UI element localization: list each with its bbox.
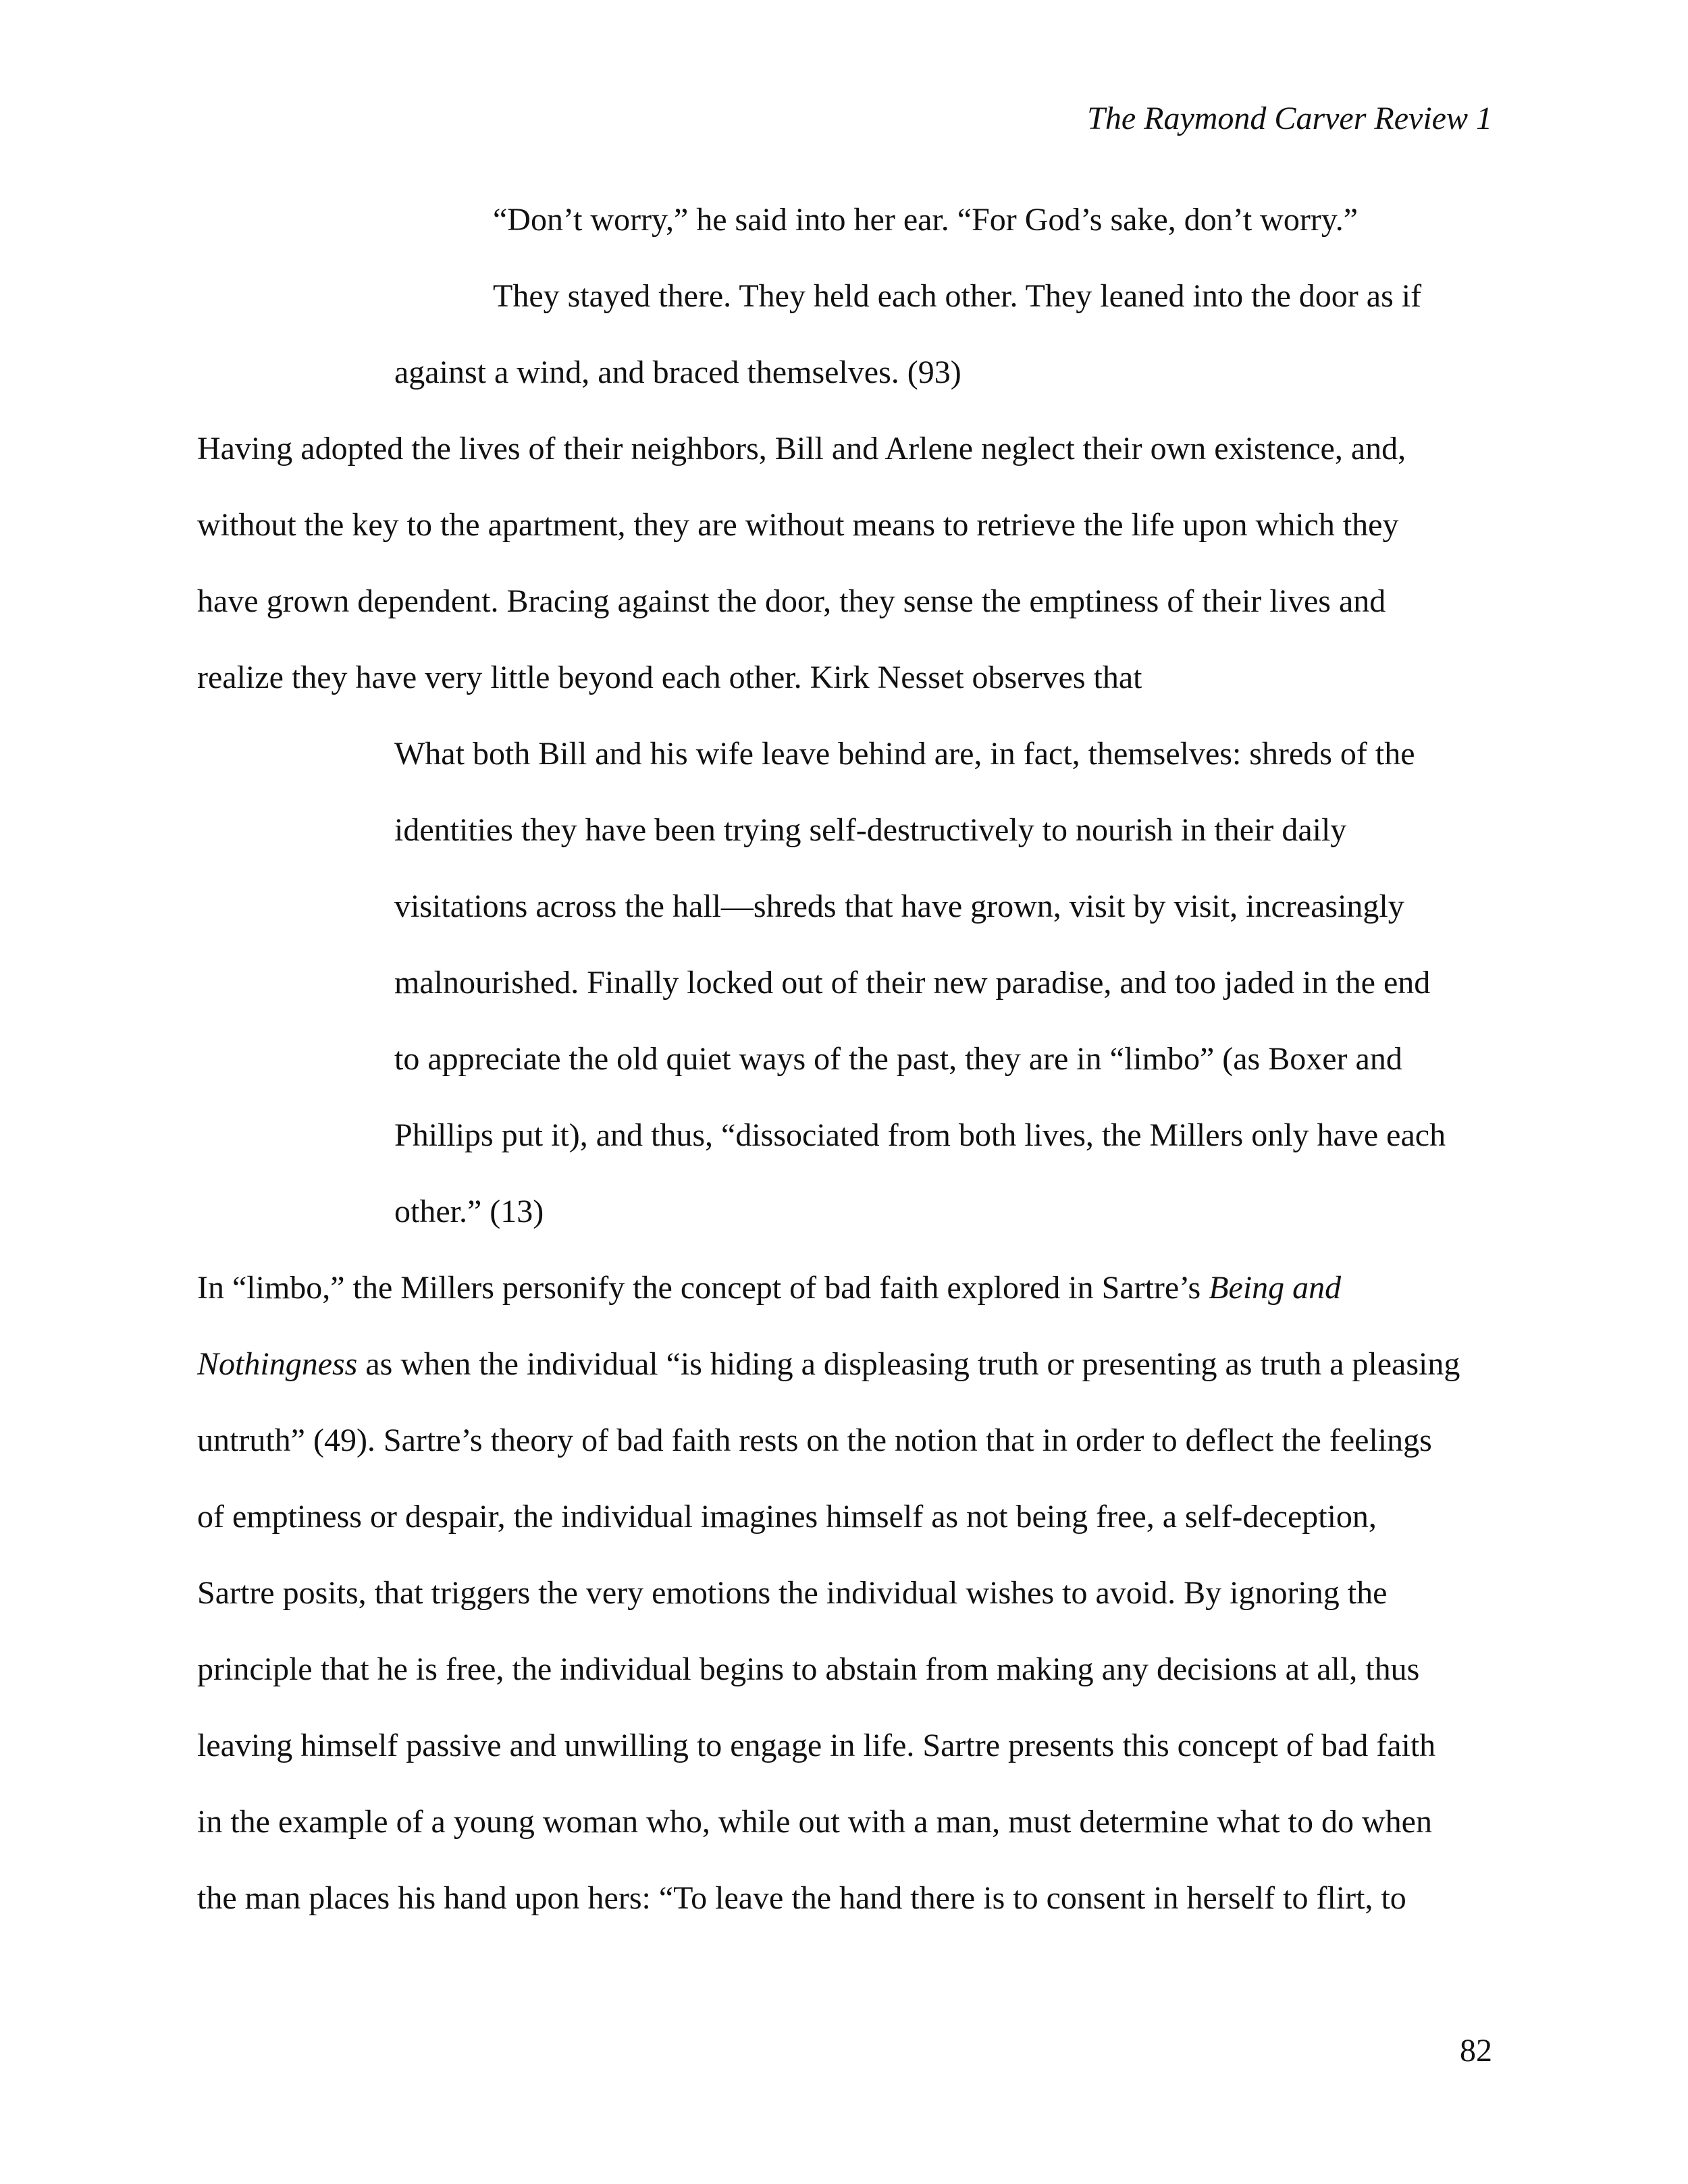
body-text: as when the individual “is hiding a displeasing truth or presenting as truth a pleasing: [357, 1346, 1460, 1382]
body-text: In “limbo,” the Millers personify the concept of bad faith explored in Sartre’s: [197, 1270, 1209, 1306]
book-title: Being and: [1209, 1270, 1342, 1306]
body-line: principle that he is free, the individual begins to abstain from making any decisions at all, thus: [197, 1651, 1420, 1687]
body-line: Having adopted the lives of their neighbors, Bill and Arlene neglect their own existence, and,: [197, 431, 1406, 467]
quote-line: against a wind, and braced themselves. (93): [394, 354, 961, 390]
book-title: Nothingness: [197, 1346, 358, 1382]
body-line: of emptiness or despair, the individual imagines himself as not being free, a self-deception,: [197, 1499, 1377, 1535]
quote-line: “Don’t worry,” he said into her ear. “For God’s sake, don’t worry.”: [493, 202, 1358, 238]
body-line: in the example of a young woman who, while out with a man, must determine what to do when: [197, 1804, 1432, 1840]
body-line: [197, 1268, 1341, 1308]
page-number: 82: [1460, 2033, 1492, 2069]
block-quote-line: other.” (13): [394, 1194, 544, 1229]
body-line: the man places his hand upon hers: “To leave the hand there is to consent in herself to flirt, to: [197, 1880, 1406, 1916]
body-line: Sartre posits, that triggers the very emotions the individual wishes to avoid. By ignoring the: [197, 1575, 1388, 1611]
body-line: untruth” (49). Sartre’s theory of bad faith rests on the notion that in order to deflect the feelings: [197, 1422, 1432, 1458]
running-head: The Raymond Carver Review 1: [1087, 101, 1492, 136]
quote-line: They stayed there. They held each other. They leaned into the door as if: [493, 278, 1422, 314]
body-line: have grown dependent. Bracing against the door, they sense the emptiness of their lives and: [197, 583, 1386, 619]
body-line: without the key to the apartment, they are without means to retrieve the life upon which they: [197, 507, 1399, 543]
block-quote-line: to appreciate the old quiet ways of the past, they are in “limbo” (as Boxer and: [394, 1041, 1402, 1077]
body-line: realize they have very little beyond each other. Kirk Nesset observes that: [197, 660, 1142, 695]
block-quote-line: What both Bill and his wife leave behind are, in fact, themselves: shreds of the: [394, 736, 1415, 772]
body-line: [197, 1344, 1460, 1385]
block-quote-line: identities they have been trying self-destructively to nourish in their daily: [394, 812, 1347, 848]
block-quote-line: Phillips put it), and thus, “dissociated from both lives, the Millers only have each: [394, 1117, 1446, 1153]
block-quote-line: malnourished. Finally locked out of their new paradise, and too jaded in the end: [394, 965, 1431, 1001]
block-quote-line: visitations across the hall—shreds that have grown, visit by visit, increasingly: [394, 888, 1404, 924]
body-line: leaving himself passive and unwilling to engage in life. Sartre presents this concept of bad faith: [197, 1728, 1436, 1763]
